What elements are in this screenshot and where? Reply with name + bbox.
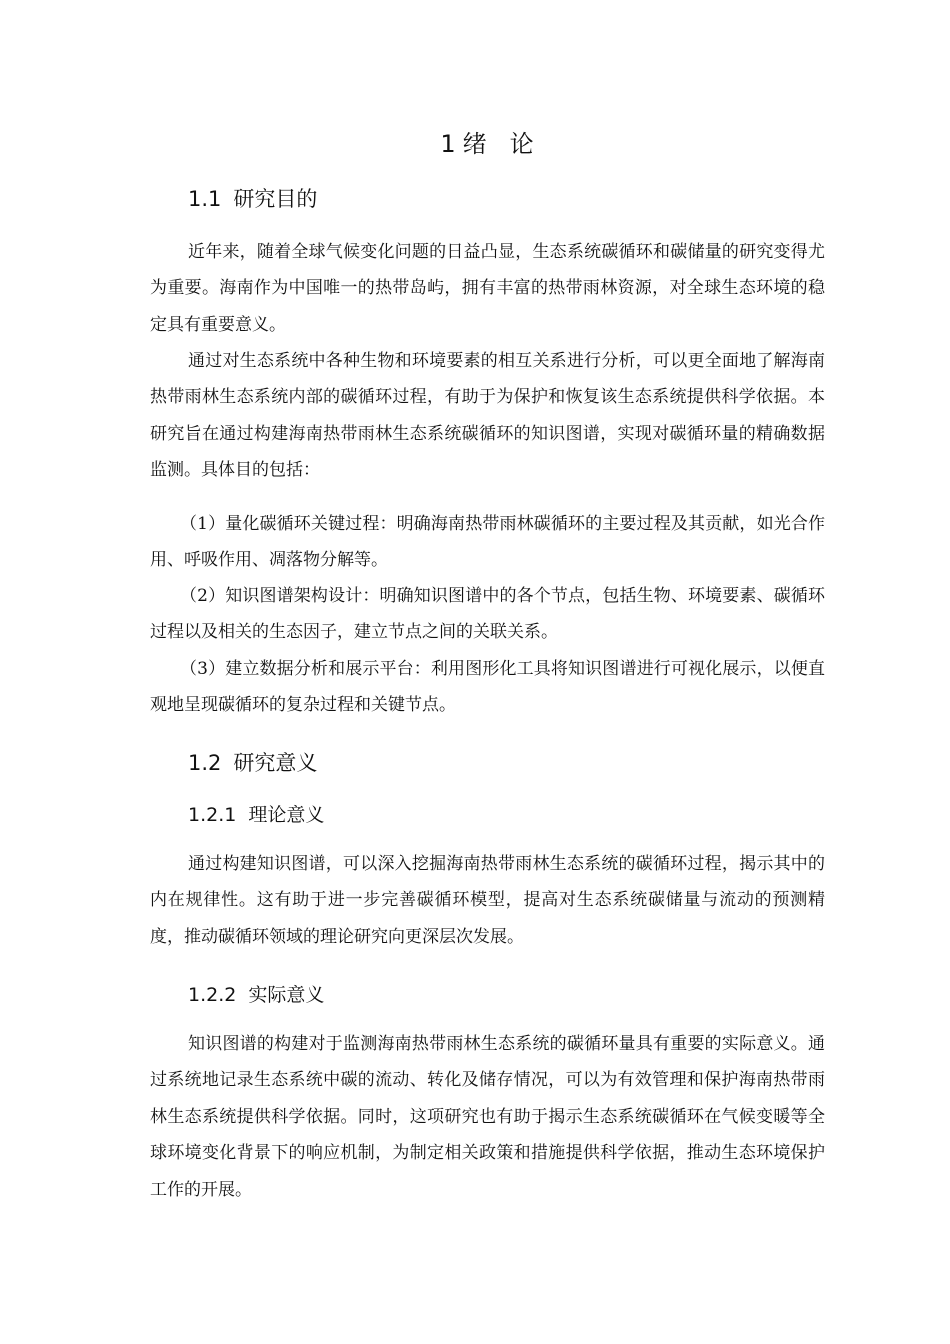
paragraph: 通过构建知识图谱，可以深入挖掘海南热带雨林生态系统的碳循环过程，揭示其中的内在规律性。这有助于进一步完善碳循环模型，提高对生态系统碳储量与流动的预测精度，推动碳循环领域的理论研究向更深层次发展。 xyxy=(150,854,825,947)
section-heading-1-1 xyxy=(188,184,317,214)
subsection-number: 1.2.1 xyxy=(188,804,237,826)
subsection-title: 实际意义 xyxy=(248,984,325,1006)
section-heading-1-2 xyxy=(188,748,317,778)
chapter-number: 1 xyxy=(440,130,457,158)
section-number: 1.1 xyxy=(188,187,222,211)
section-title: 研究意义 xyxy=(233,751,318,775)
subsection-heading-1-2-2 xyxy=(188,981,324,1009)
list-item: （1）量化碳循环关键过程：明确海南热带雨林碳循环的主要过程及其贡献，如光合作用、呼吸作用、凋落物分解等。 xyxy=(150,514,825,571)
paragraph: 通过对生态系统中各种生物和环境要素的相互关系进行分析，可以更全面地了解海南热带雨林生态系统内部的碳循环过程，有助于为保护和恢复该生态系统提供科学依据。本研究旨在通过构建海南热带雨林生态系统碳循环的知识图谱，实现对碳循环量的精确数据监测。具体目的包括： xyxy=(150,351,825,481)
subsection-title: 理论意义 xyxy=(248,804,325,826)
section-title: 研究目的 xyxy=(233,187,318,211)
paragraph: 知识图谱的构建对于监测海南热带雨林生态系统的碳循环量具有重要的实际意义。通过系统地记录生态系统中碳的流动、转化及储存情况，可以为有效管理和保护海南热带雨林生态系统提供科学依据。同时，这项研究也有助于揭示生态系统碳循环在气候变暖等全球环境变化背景下的响应机制，为制定相关政策和措施提供科学依据，推动生态环境保护工作的开展。 xyxy=(150,1034,825,1200)
list-item: （2）知识图谱架构设计：明确知识图谱中的各个节点，包括生物、环境要素、碳循环过程以及相关的生态因子，建立节点之间的关联关系。 xyxy=(150,586,825,643)
chapter-title xyxy=(150,128,825,160)
paragraph: 近年来，随着全球气候变化问题的日益凸显，生态系统碳循环和碳储量的研究变得尤为重要。海南作为中国唯一的热带岛屿，拥有丰富的热带雨林资源，对全球生态环境的稳定具有重要意义。 xyxy=(150,242,825,335)
chapter-title-word-2: 论 xyxy=(509,130,535,158)
chapter-title-word-1: 绪 xyxy=(462,130,488,158)
subsection-number: 1.2.2 xyxy=(188,984,237,1006)
section-number: 1.2 xyxy=(188,751,222,775)
list-item: （3）建立数据分析和展示平台：利用图形化工具将知识图谱进行可视化展示，以便直观地呈现碳循环的复杂过程和关键节点。 xyxy=(150,659,825,716)
subsection-heading-1-2-1 xyxy=(188,801,324,829)
